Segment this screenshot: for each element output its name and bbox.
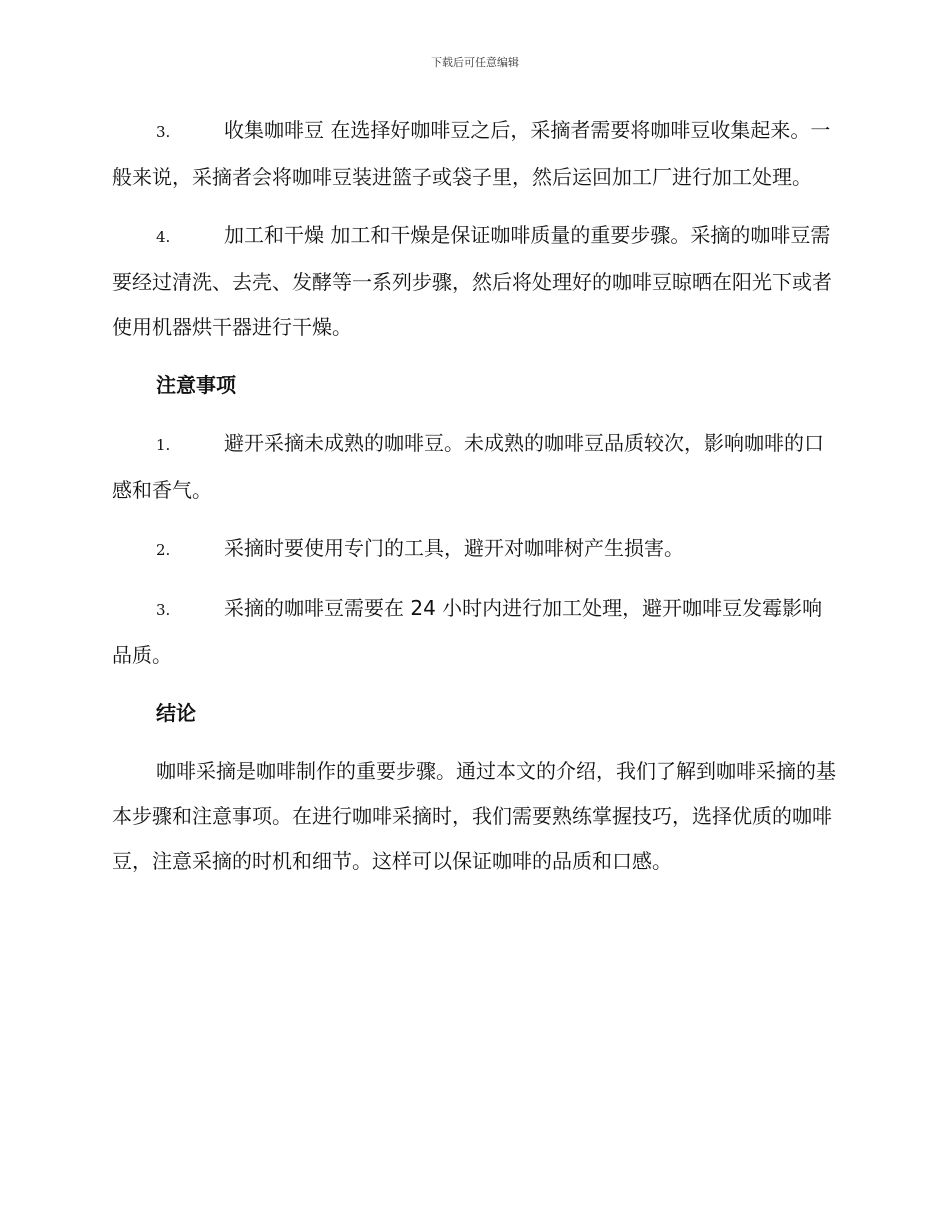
note-item-3 xyxy=(112,586,842,678)
step-item-4 xyxy=(112,213,842,350)
section-heading-notes: 注意事项 xyxy=(156,373,236,397)
list-number: 1. xyxy=(156,436,171,454)
list-text: 采摘的咖啡豆需要在 24 小时内进行加工处理，避开咖啡豆发霉影响品质。 xyxy=(112,596,823,667)
section-heading-conclusion: 结论 xyxy=(156,701,196,725)
conclusion-paragraph: 咖啡采摘是咖啡制作的重要步骤。通过本文的介绍，我们了解到咖啡采摘的基本步骤和注意事项。在进行咖啡采摘时，我们需要熟练掌握技巧，选择优质的咖啡豆，注意采摘的时机和细节。这样可以保证咖啡的品质和口感。 xyxy=(112,759,836,873)
note-item-1 xyxy=(112,421,842,513)
list-number: 3. xyxy=(156,123,171,141)
list-number: 3. xyxy=(156,601,171,619)
list-number: 4. xyxy=(156,228,171,246)
step-item-3 xyxy=(112,108,842,200)
list-number: 2. xyxy=(156,541,171,559)
list-text: 采摘时要使用专门的工具，避开对咖啡树产生损害。 xyxy=(224,536,684,560)
document-body xyxy=(112,108,842,897)
note-item-2 xyxy=(112,526,842,573)
page-header: 下载后可任意编辑 xyxy=(431,56,519,69)
list-text: 避开采摘未成熟的咖啡豆。未成熟的咖啡豆品质较次，影响咖啡的口感和香气。 xyxy=(112,431,824,502)
list-text: 收集咖啡豆 在选择好咖啡豆之后，采摘者需要将咖啡豆收集起来。一般来说，采摘者会将咖啡豆装进篮子或袋子里，然后运回加工厂进行加工处理。 xyxy=(112,118,831,189)
list-text: 加工和干燥 加工和干燥是保证咖啡质量的重要步骤。采摘的咖啡豆需要经过清洗、去壳、发酵等一系列步骤，然后将处理好的咖啡豆晾晒在阳光下或者使用机器烘干器进行干燥。 xyxy=(112,223,832,339)
